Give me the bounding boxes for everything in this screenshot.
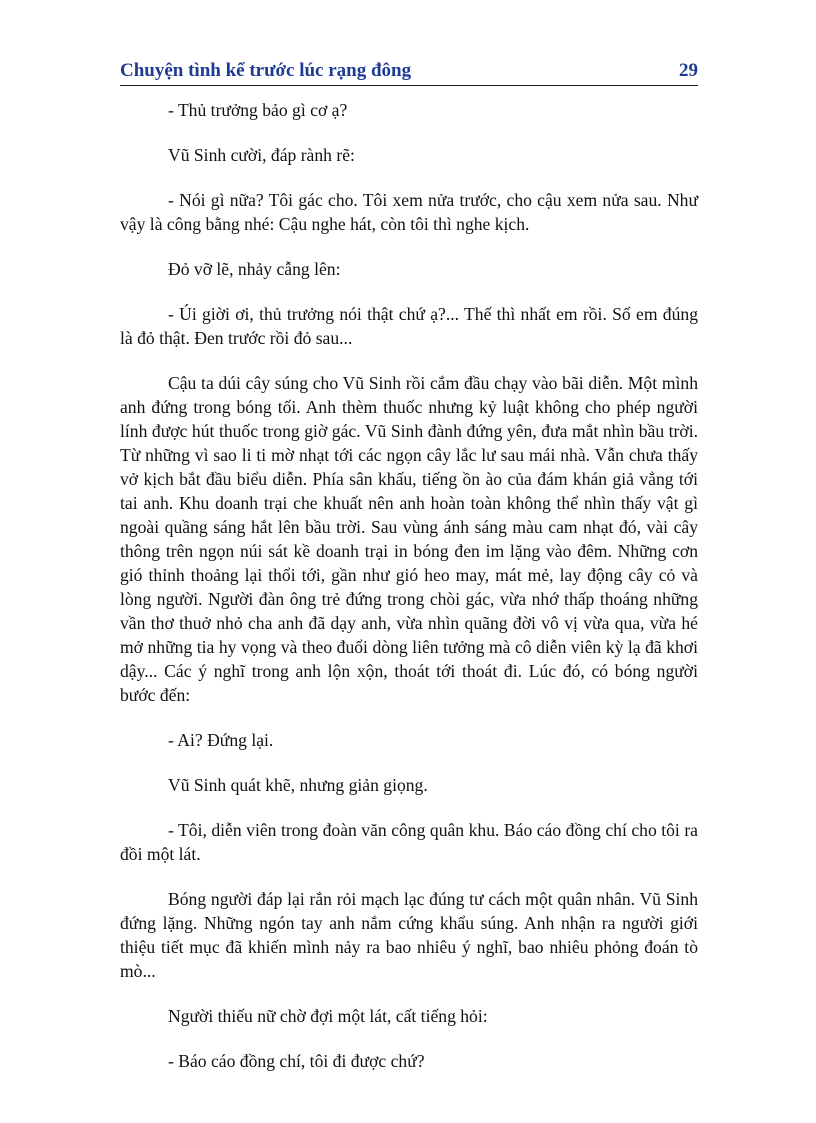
paragraph: - Thủ trưởng bảo gì cơ ạ? <box>168 100 348 120</box>
paragraph: - Ai? Đứng lại. <box>168 730 274 750</box>
page-number: 29 <box>679 60 698 81</box>
paragraph: Người thiếu nữ chờ đợi một lát, cất tiếng hỏi: <box>168 1006 488 1026</box>
paragraph: - Báo cáo đồng chí, tôi đi được chứ? <box>168 1051 425 1071</box>
paragraph: Cậu ta dúi cây súng cho Vũ Sinh rồi cắm đầu chạy vào bãi diễn. Một mình anh đứng trong bóng tối. Anh thèm thuốc nhưng kỷ luật không cho phép người lính được hút thuốc trong giờ gác. Vũ Sinh đành đứng yên, đưa mắt nhìn bầu trời. Từ những vì sao li ti mờ nhạt tới các ngọn cây lắc lư sau mái nhà. Vẫn chưa thấy vở kịch bắt đầu biểu diễn. Phía sân khấu, tiếng ồn ào của đám khán giả vẳng tới tai anh. Khu doanh trại che khuất nên anh hoàn toàn không thể nhìn thấy vật gì ngoài quầng sáng hắt lên bầu trời. Sau vùng ánh sáng màu cam nhạt đó, vài cây thông trên ngọn núi sát kề doanh trại in bóng đen im lặng vào đêm. Những cơn gió thỉnh thoảng lại thổi tới, gần như gió heo may, mát mẻ, lay động cây cỏ và lòng người. Người đàn ông trẻ đứng trong chòi gác, vừa nhớ thấp thoáng những vần thơ thuở nhỏ cha anh đã dạy anh, vừa nhìn quãng đời vô vị vừa qua, vừa hé mở những tia hy vọng và theo đuổi dòng liên tưởng mà cô diễn viên kỳ lạ đã khơi dậy... Các ý nghĩ trong anh lộn xộn, thoát tới thoát đi. Lúc đó, có bóng người bước đến: <box>120 373 698 705</box>
paragraph: - Nói gì nữa? Tôi gác cho. Tôi xem nửa trước, cho cậu xem nửa sau. Như vậy là công bằng nhé: Cậu nghe hát, còn tôi thì nghe kịch. <box>120 190 698 234</box>
paragraph: - Tôi, diễn viên trong đoàn văn công quân khu. Báo cáo đồng chí cho tôi ra đồi một lát. <box>120 820 698 864</box>
body-text <box>120 98 698 1094</box>
header-title: Chuyện tình kể trước lúc rạng đông <box>120 60 412 81</box>
paragraph: Đỏ vỡ lẽ, nhảy cẫng lên: <box>168 259 341 279</box>
paragraph: Bóng người đáp lại rắn rỏi mạch lạc đúng tư cách một quân nhân. Vũ Sinh đứng lặng. Những ngón tay anh nắm cứng khẩu súng. Anh nhận ra người giới thiệu tiết mục đã khiến mình nảy ra bao nhiêu ý nghĩ, bao nhiêu phỏng đoán tò mò... <box>120 889 698 981</box>
paragraph: Vũ Sinh cười, đáp rành rẽ: <box>168 145 355 165</box>
paragraph: Vũ Sinh quát khẽ, nhưng giản giọng. <box>168 775 428 795</box>
paragraph: - Úi giời ơi, thủ trưởng nói thật chứ ạ?... Thế thì nhất em rồi. Số em đúng là đỏ thật. Đen trước rồi đỏ sau... <box>120 304 698 348</box>
page-header <box>120 59 698 86</box>
